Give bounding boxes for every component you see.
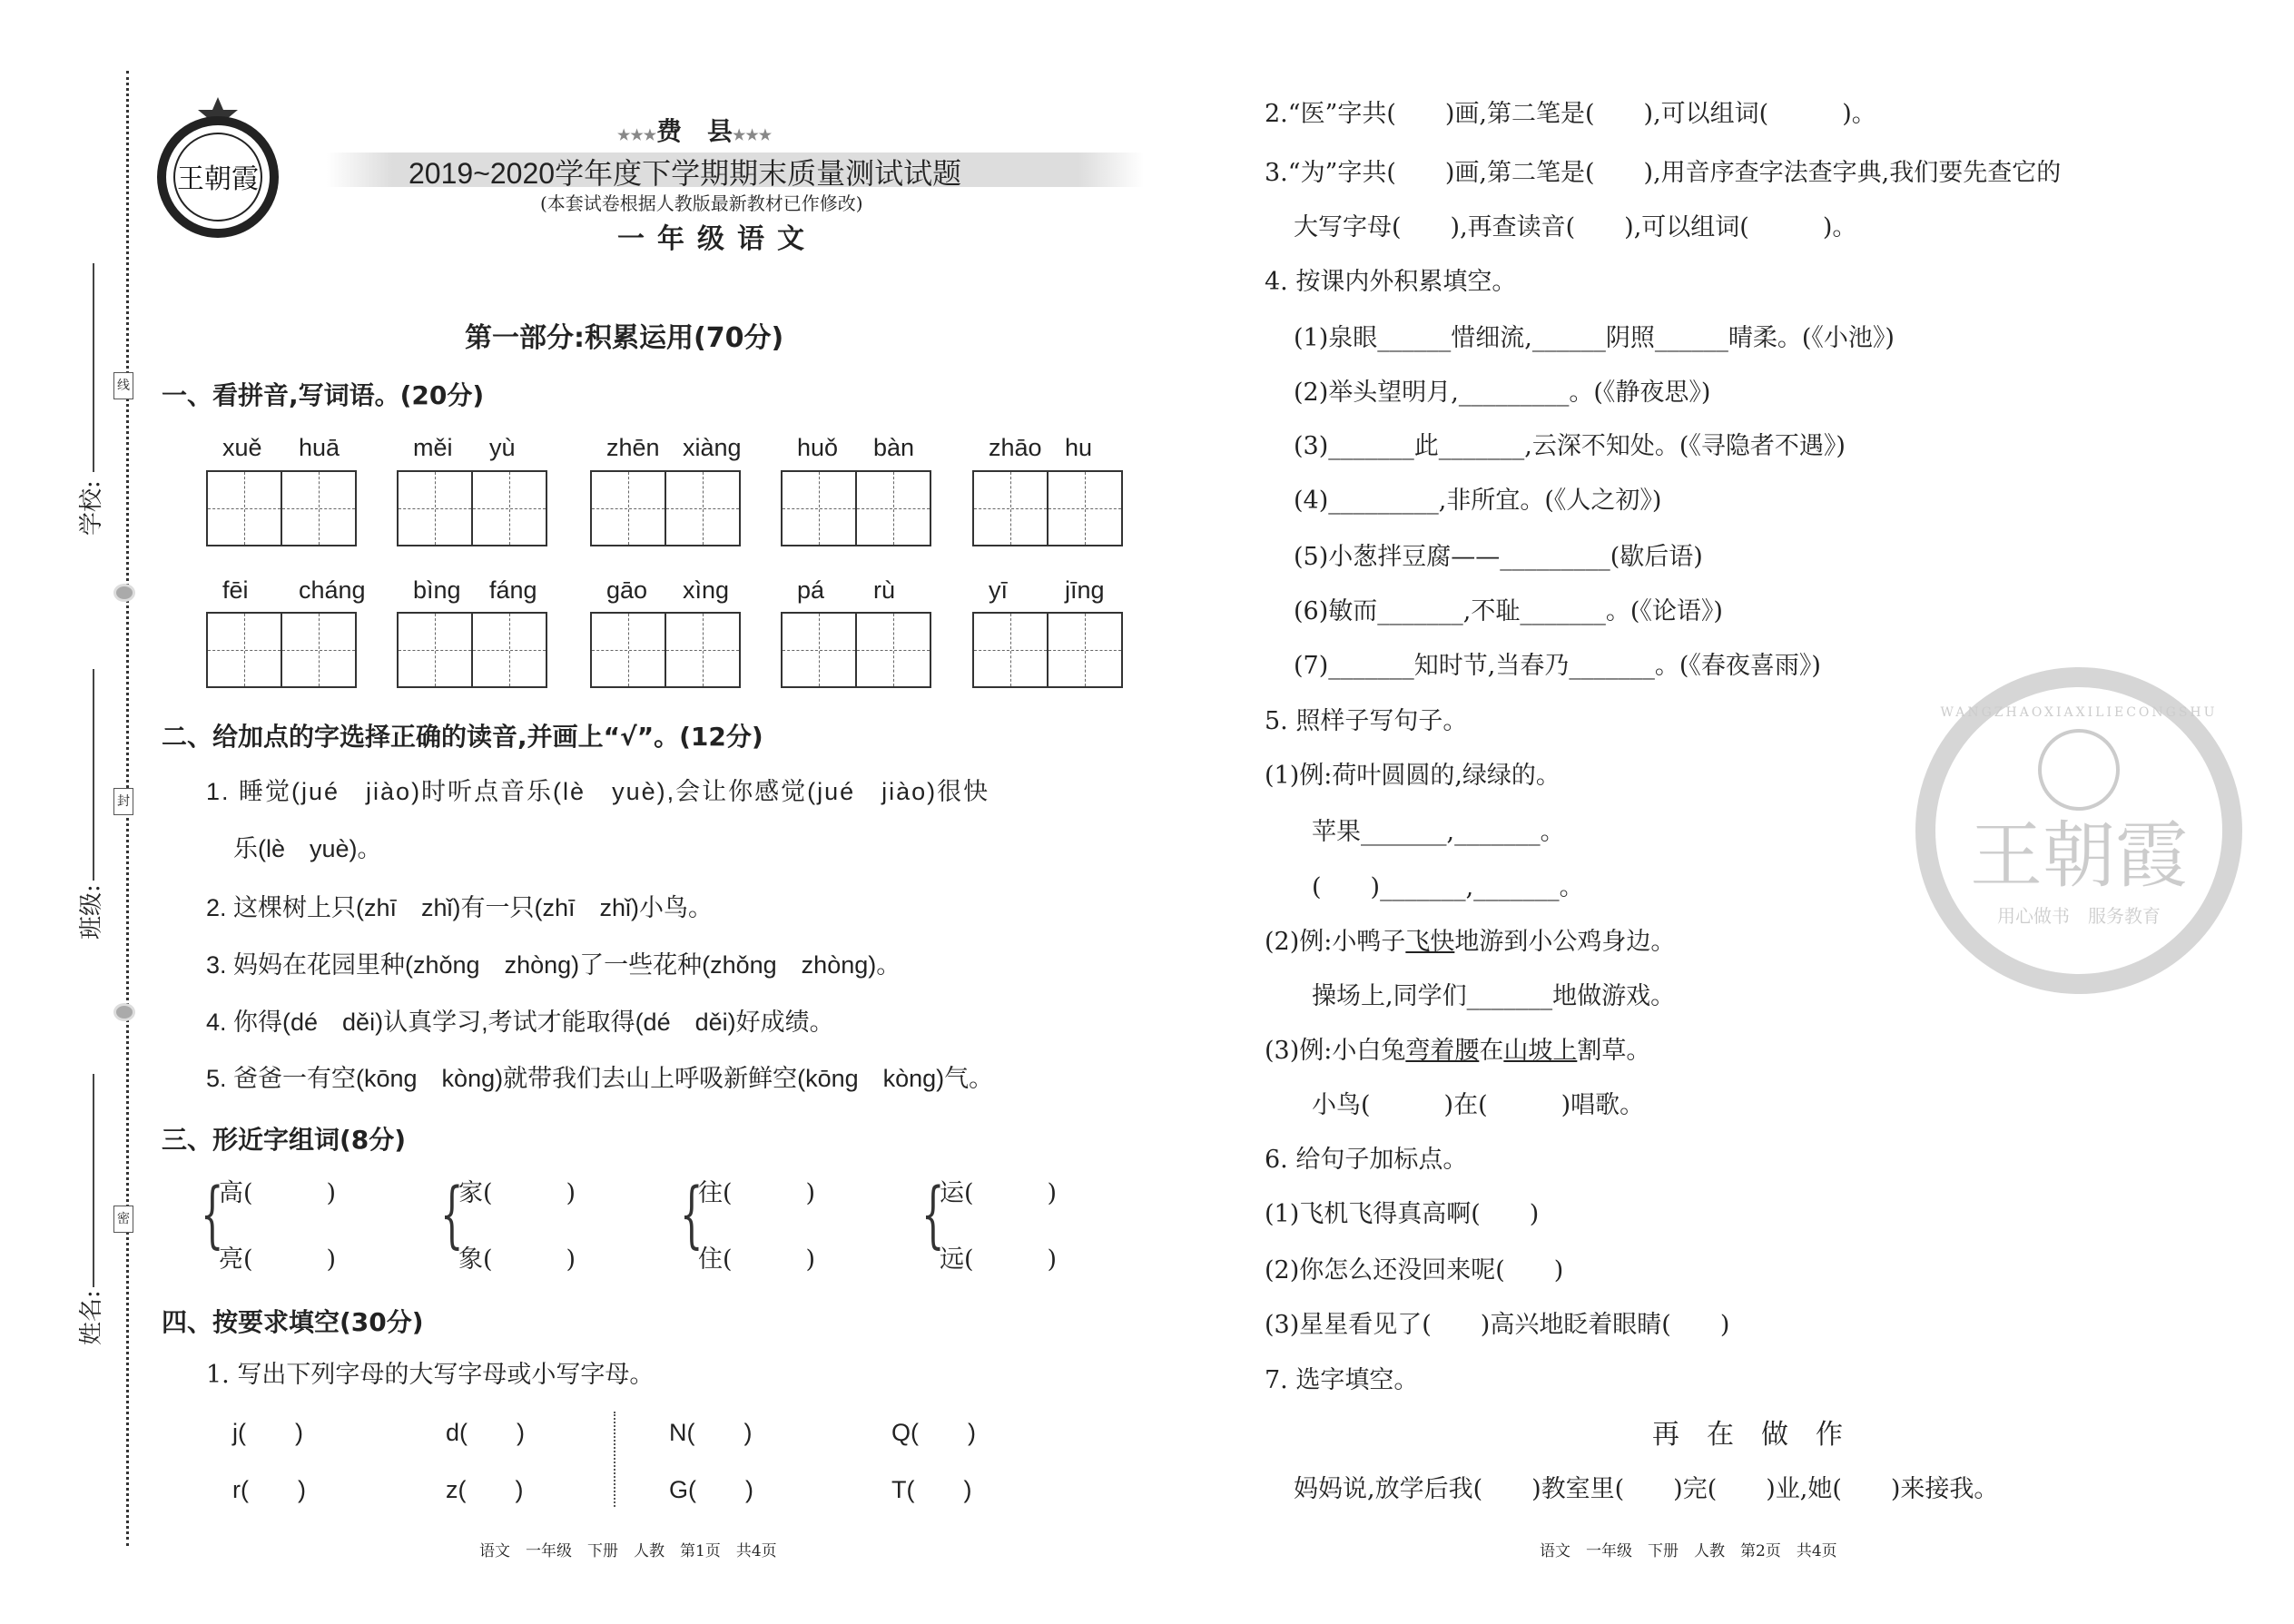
class-label: 班级:	[78, 884, 105, 940]
name-label: 姓名:	[78, 1290, 105, 1345]
brace-icon: {	[201, 1172, 224, 1256]
question-item: 乐(lè yuè)。	[233, 835, 382, 862]
letter-blank: j( )	[232, 1419, 303, 1446]
binding-hole-icon	[113, 1003, 135, 1021]
pinyin-syllable: pá	[797, 576, 825, 604]
writing-square[interactable]	[855, 612, 931, 688]
pinyin-syllable: fáng	[489, 576, 537, 604]
divider	[614, 1412, 615, 1507]
word-group-item: 象( )	[458, 1245, 576, 1274]
writing-square[interactable]	[972, 612, 1049, 688]
word-group-item: 高( )	[219, 1179, 337, 1207]
question-line: 妈妈说,放学后我( )教室里( )完( )业,她( )来接我。	[1294, 1475, 1999, 1503]
letter-blank: d( )	[446, 1419, 525, 1446]
word-group-item: 住( )	[698, 1245, 816, 1274]
publisher-watermark: WANGZHAOXIAXILIECONGSHU 王朝霞 用心做书 服务教育	[1915, 667, 2242, 994]
writing-square[interactable]	[281, 612, 357, 688]
word-group-item: 亮( )	[219, 1245, 337, 1274]
svg-text:王朝霞: 王朝霞	[177, 163, 259, 195]
writing-box-pair[interactable]	[397, 470, 546, 546]
example-sentence-3: (3)例:小白兔弯着腰在山坡上割草。	[1265, 1037, 1651, 1065]
writing-square[interactable]	[1047, 612, 1123, 688]
section-1-title: 一、看拼音,写词语。(20分)	[162, 380, 485, 410]
pinyin-syllable: bìng	[413, 576, 461, 604]
letter-blank: z( )	[446, 1476, 524, 1503]
pinyin-syllable: měi	[413, 434, 453, 461]
pinyin-syllable: yù	[489, 434, 516, 461]
writing-square[interactable]	[781, 470, 857, 546]
question-line: (3)_______此_______,云深不知处。(《寻隐者不遇》)	[1294, 432, 1846, 460]
pinyin-syllable: rù	[873, 576, 896, 604]
writing-square[interactable]	[397, 470, 473, 546]
letter-blank: Q( )	[891, 1419, 976, 1446]
writing-square[interactable]	[471, 470, 547, 546]
letter-blank: G( )	[669, 1476, 753, 1503]
question-item: 3. 妈妈在花园里种(zhǒng zhòng)了一些花种(zhǒng zhòng)。	[206, 951, 901, 979]
pinyin-syllable: yī	[989, 576, 1009, 604]
writing-square[interactable]	[590, 612, 666, 688]
question-item: 5. 爸爸一有空(kōng kòng)就带我们去山上呼吸新鲜空(kōng kòng)气。	[206, 1065, 994, 1092]
question-line: (2)你怎么还没回来呢( )	[1265, 1256, 1564, 1284]
writing-box-pair[interactable]	[590, 470, 739, 546]
question-item: 1. 写出下列字母的大写字母或小写字母。	[206, 1361, 655, 1389]
pinyin-syllable: zhēn	[606, 434, 660, 461]
question-line: (5)小葱拌豆腐——_________(歇后语)	[1294, 543, 1703, 571]
brace-icon: {	[921, 1172, 945, 1256]
writing-box-pair[interactable]	[206, 470, 355, 546]
question-line: 再 在 做 作	[1652, 1419, 1843, 1451]
question-line: (2)举头望明月,_________。(《静夜思》)	[1294, 379, 1711, 407]
word-group-item: 运( )	[940, 1179, 1058, 1207]
page-footer-left: 语文 一年级 下册 人教 第1页 共4页	[479, 1542, 777, 1560]
brace-icon: {	[680, 1172, 704, 1256]
question-line: 小鸟( )在( )唱歌。	[1312, 1091, 1645, 1119]
question-line: 7. 选字填空。	[1265, 1366, 1419, 1394]
writing-square[interactable]	[781, 612, 857, 688]
question-line: (1)飞机飞得真高啊( )	[1265, 1200, 1540, 1228]
exam-title: 2019~2020学年度下学期期末质量测试试题	[409, 157, 962, 190]
question-line: 5. 照样子写句子。	[1265, 707, 1468, 735]
pinyin-syllable: gāo	[606, 576, 648, 604]
name-field-line[interactable]	[93, 1074, 94, 1287]
pinyin-syllable: jīng	[1065, 576, 1105, 604]
question-line: (1)泉眼______惜细流,______阴照______晴柔。(《小池》)	[1294, 324, 1895, 352]
section-3-title: 三、形近字组词(8分)	[162, 1125, 407, 1155]
section-4-title: 四、按要求填空(30分)	[162, 1307, 424, 1337]
word-group-item: 远( )	[940, 1245, 1058, 1274]
question-line: 3.“为”字共( )画,第二笔是( ),用音序查字法查字典,我们要先查它的	[1265, 159, 2062, 187]
example-sentence-2: (2)例:小鸭子飞快地游到小公鸡身边。	[1265, 928, 1676, 956]
county-heading: ★★★费 县★★★	[617, 116, 773, 146]
pinyin-syllable: xìng	[683, 576, 730, 604]
writing-square[interactable]	[972, 470, 1049, 546]
word-group-item: 往( )	[698, 1179, 816, 1207]
writing-square[interactable]	[206, 612, 282, 688]
part-one-heading: 第一部分:积累运用(70分)	[465, 322, 784, 354]
exam-subtitle: (本套试卷根据人教版最新教材已作修改)	[540, 192, 863, 214]
writing-box-pair[interactable]	[397, 612, 546, 688]
section-2-title: 二、给加点的字选择正确的读音,并画上“√”。(12分)	[162, 722, 763, 752]
class-field-line[interactable]	[93, 669, 94, 881]
question-line: 大写字母( ),再查读音( ),可以组词( )。	[1294, 213, 1857, 241]
question-line: (3)星星看见了( )高兴地眨着眼睛( )	[1265, 1311, 1730, 1339]
question-item: 1. 睡觉(jué jiào)时听点音乐(lè yuè),会让你感觉(jué jiào)很快	[206, 778, 990, 805]
question-line: 6. 给句子加标点。	[1265, 1146, 1468, 1174]
school-label: 学校:	[78, 480, 105, 536]
brace-icon: {	[440, 1172, 464, 1256]
writing-box-pair[interactable]	[206, 612, 355, 688]
letter-blank: T( )	[891, 1476, 972, 1503]
writing-square[interactable]	[855, 470, 931, 546]
writing-box-pair[interactable]	[590, 612, 739, 688]
question-line: 操场上,同学们_______地做游戏。	[1312, 982, 1676, 1010]
pinyin-syllable: xuě	[222, 434, 262, 461]
seal-mark-close: 密	[113, 1206, 133, 1233]
writing-square[interactable]	[471, 612, 547, 688]
page-footer-right: 语文 一年级 下册 人教 第2页 共4页	[1540, 1542, 1837, 1560]
school-field-line[interactable]	[93, 263, 94, 472]
writing-square[interactable]	[281, 470, 357, 546]
binding-hole-icon	[113, 584, 135, 602]
pinyin-syllable: fēi	[222, 576, 249, 604]
seal-mark-seal: 封	[113, 788, 133, 815]
writing-box-pair[interactable]	[781, 470, 930, 546]
publisher-logo	[154, 95, 281, 241]
writing-square[interactable]	[665, 470, 741, 546]
letter-blank: N( )	[669, 1419, 753, 1446]
question-line: 苹果_______,_______。	[1312, 818, 1565, 846]
writing-box-pair[interactable]	[972, 612, 1121, 688]
pinyin-syllable: huā	[299, 434, 340, 461]
writing-square[interactable]	[665, 612, 741, 688]
writing-box-pair[interactable]	[781, 612, 930, 688]
writing-box-pair[interactable]	[972, 470, 1121, 546]
writing-square[interactable]	[397, 612, 473, 688]
seal-mark-line: 线	[113, 372, 133, 399]
question-line: (7)_______知时节,当春乃_______。(《春夜喜雨》)	[1294, 652, 1821, 680]
writing-square[interactable]	[1047, 470, 1123, 546]
question-item: 4. 你得(dé děi)认真学习,考试才能取得(dé děi)好成绩。	[206, 1009, 834, 1036]
pinyin-syllable: hu	[1065, 434, 1093, 461]
pinyin-syllable: zhāo	[989, 434, 1042, 461]
question-line: (6)敏而_______,不耻_______。(《论语》)	[1294, 597, 1723, 625]
question-line: (4)_________,非所宜。(《人之初》)	[1294, 487, 1662, 515]
question-item: 2. 这棵树上只(zhī zhǐ)有一只(zhī zhǐ)小鸟。	[206, 894, 714, 921]
writing-square[interactable]	[590, 470, 666, 546]
question-line: (1)例:荷叶圆圆的,绿绿的。	[1265, 762, 1561, 790]
question-line: ( )_______,_______。	[1312, 873, 1584, 901]
pinyin-syllable: cháng	[299, 576, 366, 604]
subject-title: 一年级语文	[617, 223, 817, 255]
question-line: 2.“医”字共( )画,第二笔是( ),可以组词( )。	[1265, 100, 1876, 128]
pinyin-syllable: xiàng	[683, 434, 742, 461]
word-group-item: 家( )	[458, 1179, 576, 1207]
pinyin-syllable: huǒ	[797, 434, 839, 461]
portrait-icon	[2038, 729, 2120, 811]
pinyin-syllable: bàn	[873, 434, 915, 461]
writing-square[interactable]	[206, 470, 282, 546]
letter-blank: r( )	[232, 1476, 306, 1503]
question-line: 4. 按课内外积累填空。	[1265, 268, 1517, 296]
